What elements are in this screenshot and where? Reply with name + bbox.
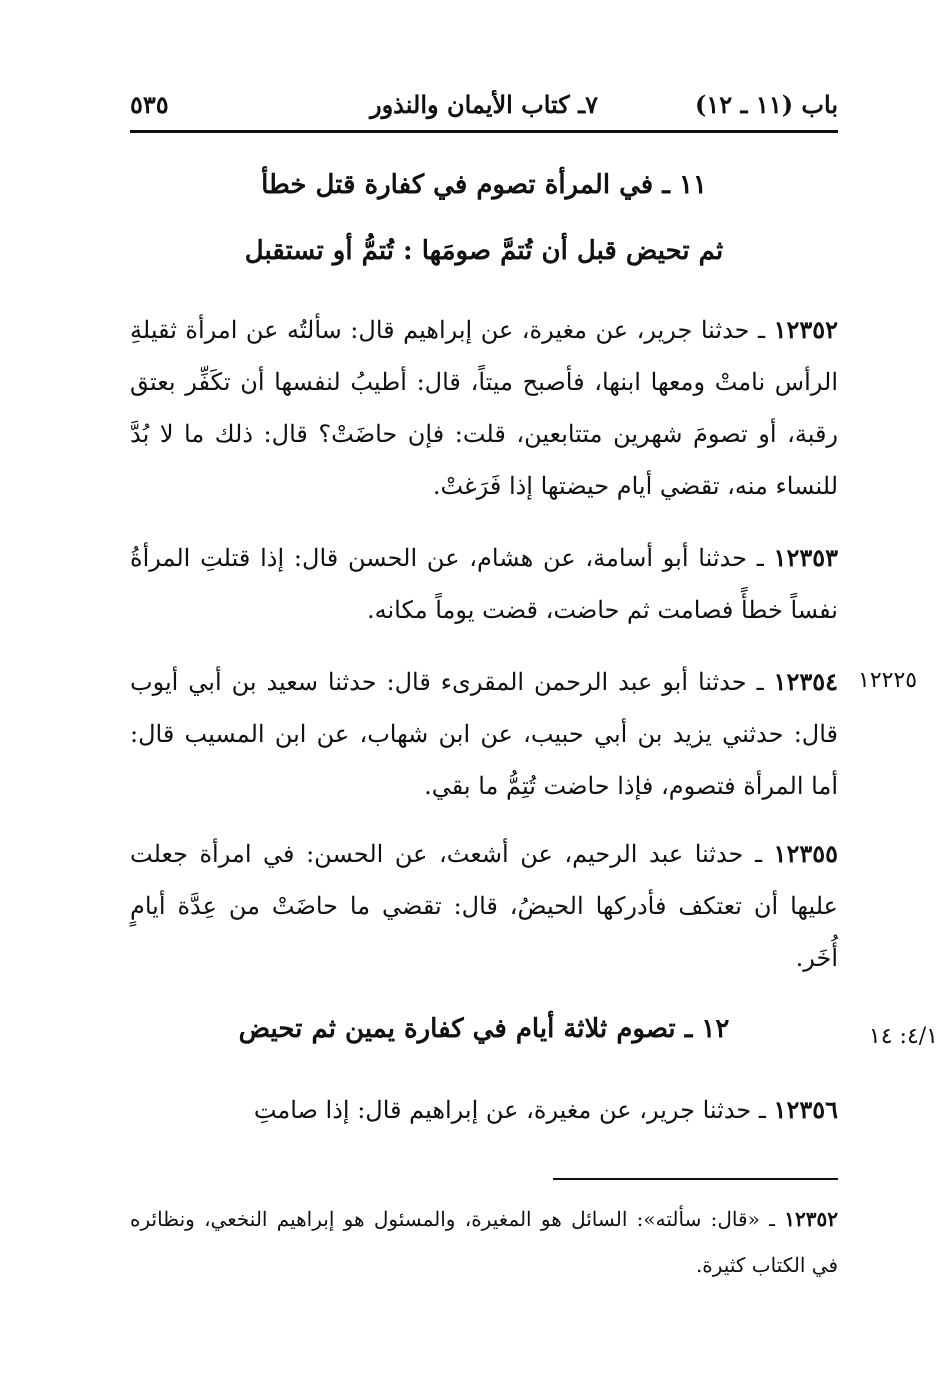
hadith-text: حدثنا جرير، عن مغيرة، عن إبراهيم قال: إذا صامتِ (253, 1096, 752, 1124)
margin-reference: ٤/١: ١٤ (868, 1024, 938, 1049)
hadith-separator: ـ (749, 316, 774, 344)
footnote-number: ١٢٣٥٢ (784, 1207, 838, 1231)
chapter-range: باب (١١ ـ ١٢) (695, 90, 838, 119)
footnote-divider (553, 1178, 838, 1180)
section-11-title: ١١ ـ في المرأة تصوم في كفارة قتل خطأ (261, 170, 707, 200)
hadith-paragraph (130, 656, 838, 812)
section-11-subtitle: ثم تحيض قبل أن تُتمَّ صومَها : تُتمُّ أو تستقبل (244, 236, 724, 266)
hadith-number: ١٢٣٥٢ (773, 315, 839, 344)
hadith-number: ١٢٣٥٦ (773, 1095, 838, 1124)
page-number: ٥٣٥ (130, 90, 169, 119)
margin-reference: ١٢٢٢٥ (858, 668, 918, 693)
hadith-text: حدثنا جرير، عن مغيرة، عن إبراهيم قال: سألتُه عن امرأة ثقيلةِ الرأس نامتْ ومعها ابنها، فأصبح ميتاً، قال: أطيبُ لنفسها أن تكَفِّر بعتق رقبة، أو تصومَ شهرين متتابعين، قلت: فإن حاضَتْ؟ قال: ذلك ما لا بُدَّ للنساء منه، تقضي أيام حيضتها إذا فَرَغتْ. (130, 316, 838, 500)
hadith-separator: ـ (746, 668, 774, 696)
hadith-number: ١٢٣٥٤ (773, 667, 838, 696)
hadith-paragraph (130, 304, 838, 512)
page-header (130, 86, 838, 133)
hadith-separator: ـ (751, 1096, 774, 1124)
hadith-separator: ـ (746, 544, 774, 572)
hadith-number: ١٢٣٥٥ (773, 839, 838, 868)
footnote (130, 1196, 838, 1288)
hadith-text: حدثنا عبد الرحيم، عن أشعث، عن الحسن: في امرأة جعلت عليها أن تعتكف فأدركها الحيضُ، قال: تقضي ما حاضَتْ من عِدَّة أيامٍ أُخَر. (130, 840, 838, 972)
section-12-title: ١٢ ـ تصوم ثلاثة أيام في كفارة يمين ثم تحيض (238, 1014, 730, 1044)
hadith-paragraph (130, 1084, 838, 1136)
footnote-text: ـ «قال: سألته»: السائل هو المغيرة، والمسئول هو إبراهيم النخعي، ونظائره في الكتاب كثيرة. (130, 1207, 838, 1277)
hadith-number: ١٢٣٥٣ (773, 543, 838, 572)
hadith-text: حدثنا أبو أسامة، عن هشام، عن الحسن قال: إذا قتلتِ المرأةُ نفساً خطأً فصامت ثم حاضت، قضت يوماً مكانه. (130, 544, 838, 624)
book-title: ٧ـ كتاب الأيمان والنذور (370, 90, 598, 119)
hadith-paragraph (130, 532, 838, 636)
hadith-separator: ـ (743, 840, 774, 868)
hadith-text: حدثنا أبو عبد الرحمن المقرىء قال: حدثنا سعيد بن أبي أيوب قال: حدثني يزيد بن أبي حبيب، عن ابن شهاب، عن ابن المسيب قال: أما المرأة فتصوم، فإذا حاضت تُتِمُّ ما بقي. (130, 668, 838, 800)
hadith-paragraph (130, 828, 838, 984)
